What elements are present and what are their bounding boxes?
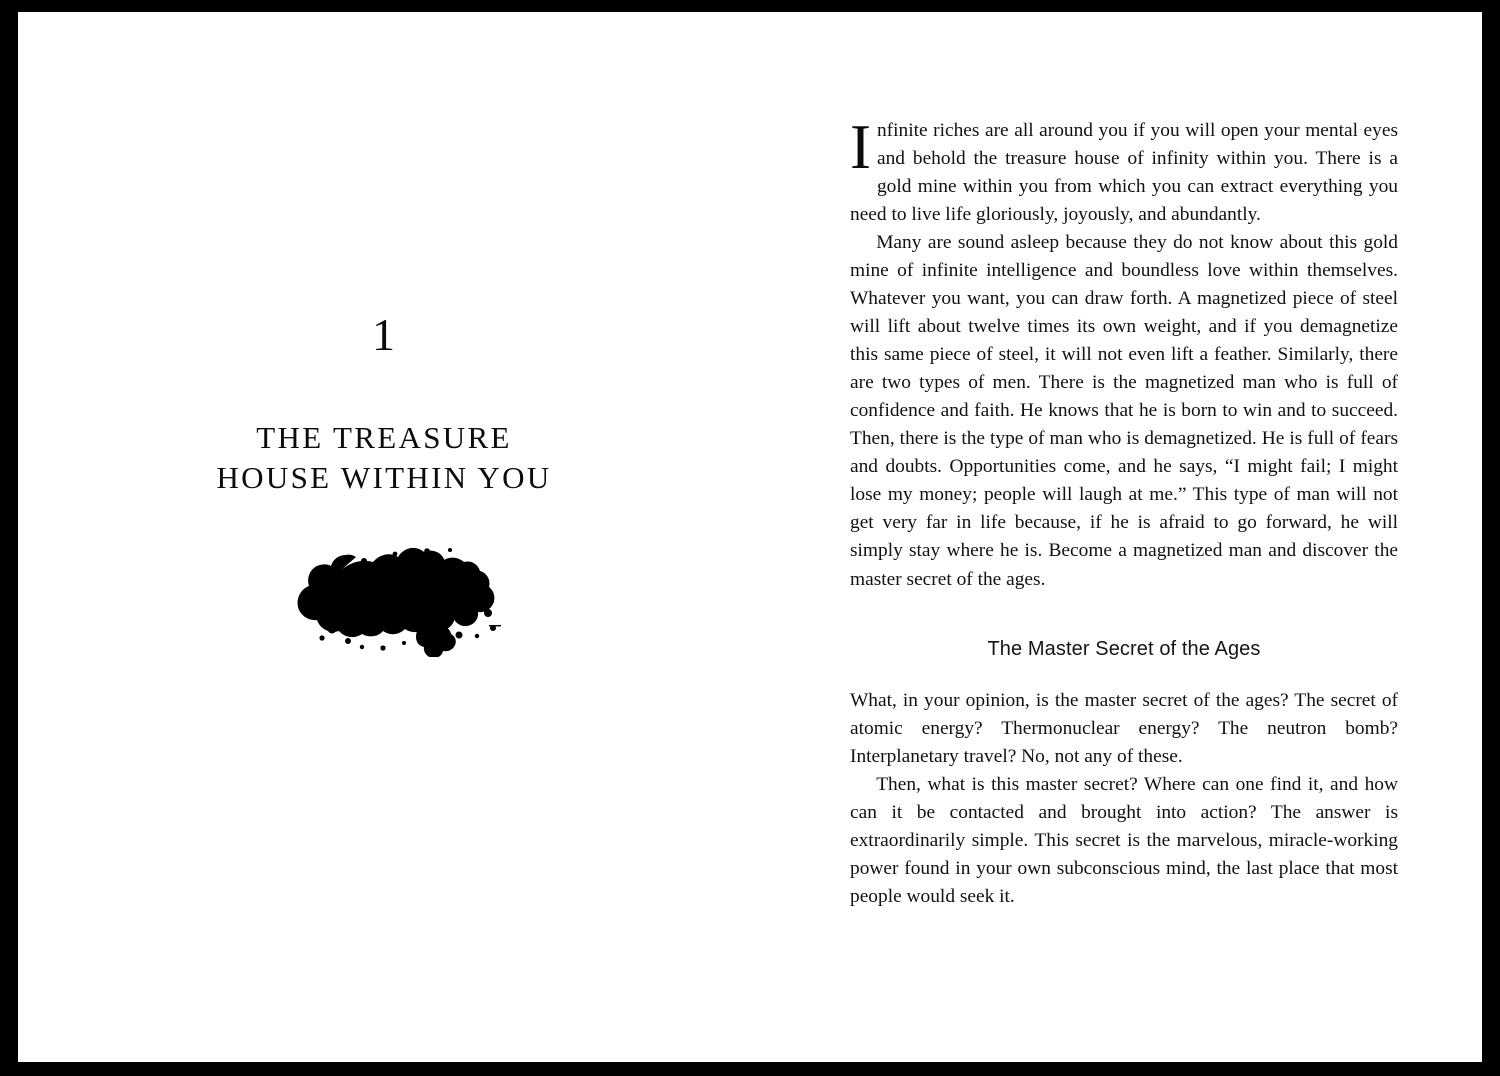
chapter-opener (18, 309, 750, 657)
chapter-number: 1 (372, 309, 396, 360)
ink-blot-ornament-icon (244, 537, 524, 657)
paragraph-third-text: What, in your opinion, is the master secret of the ages? The secret of atomic energy? Thermonuclear energy? The neutron bomb? Interplanetary travel? No, not any of these. (850, 689, 1398, 767)
paragraph-opening (850, 112, 1398, 229)
left-page (18, 12, 750, 1062)
chapter-title-line-1: THE TREASURE (256, 420, 512, 455)
paragraph-second (850, 229, 1398, 593)
paragraph-third (850, 687, 1398, 771)
paragraph-fourth (850, 771, 1398, 911)
drop-cap: I (850, 112, 871, 182)
paragraph-opening-text: nfinite riches are all around you if you will open your mental eyes and behold the treasure house of infinity within you. There is a gold mine within you from which you can extract everything you need to live life gloriously, joyously, and abundantly. (850, 120, 1398, 226)
section-subheading: The Master Secret of the Ages (987, 637, 1261, 660)
chapter-title (18, 418, 750, 499)
paragraph-second-text: Many are sound asleep because they do not know about this gold mine of infinite intelligence and boundless love within themselves. Whatever you want, you can draw forth. A magnetized piece of steel will lift about twelve times its own weight, and if you demagnetize this same piece of steel, it will not even lift a feather. Similarly, there are two types of men. There is the magnetized man who is full of confidence and faith. He knows that he is born to win and to succeed. Then, there is the type of man who is demagnetized. He is full of fears and doubts. Opportunities come, and he says, “I might fail; I might lose my money; people will laugh at me.” This type of man will not get very far in life because, if he is afraid to go forward, he will simply stay where he is. Become a magnetized man and discover the master secret of the ages. (850, 232, 1398, 590)
book-spread (18, 12, 1482, 1062)
right-page (750, 12, 1482, 1062)
paragraph-fourth-text: Then, what is this master secret? Where can one find it, and how can it be contacted and brought into action? The answer is extraordinarily simple. This secret is the marvelous, miracle-working power found in your own subconscious mind, the last place that most people would seek it. (850, 773, 1398, 907)
body-text-column (850, 112, 1398, 911)
chapter-title-line-2: HOUSE WITHIN YOU (216, 460, 552, 496)
